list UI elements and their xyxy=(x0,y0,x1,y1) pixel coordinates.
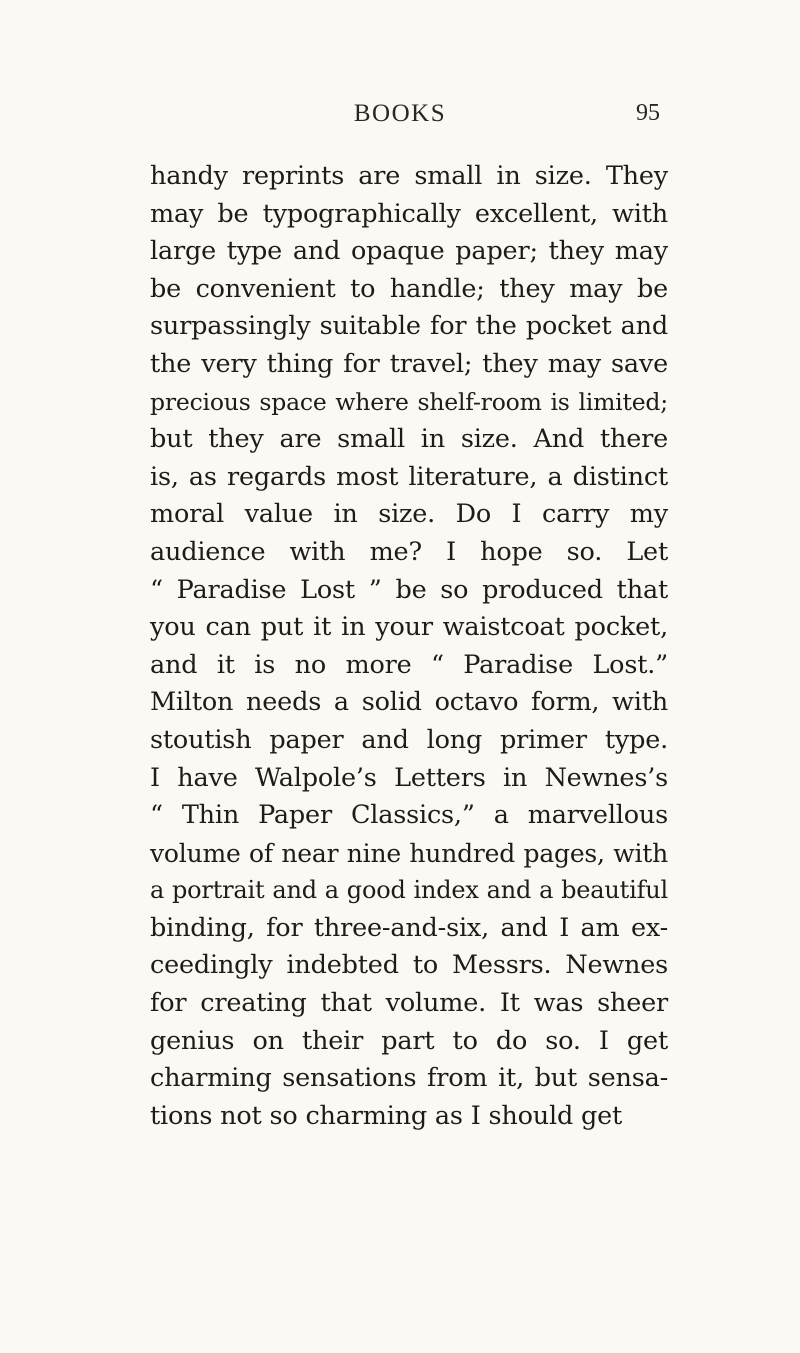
text-line: may be typographically excellent, with xyxy=(150,198,668,229)
text-line: large type and opaque paper; they may xyxy=(150,236,668,267)
text-line: you can put it in your waistcoat pocket, xyxy=(150,612,668,643)
running-title: BOOKS xyxy=(353,100,447,127)
text-line: but they are small in size. And there xyxy=(150,424,668,455)
text-line: is, as regards most literature, a distinct xyxy=(150,461,668,492)
running-head xyxy=(0,100,800,140)
text-line: surpassingly suitable for the pocket and xyxy=(150,311,668,342)
text-line: binding, for three-and-six, and I am ex- xyxy=(150,912,668,943)
text-line: ceedingly indebted to Messrs. Newnes xyxy=(150,950,668,981)
text-line: Milton needs a solid octavo form, with xyxy=(150,687,668,718)
text-line: volume of near nine hundred pages, with xyxy=(150,838,668,868)
text-line: stoutish paper and long primer type. xyxy=(150,724,668,755)
text-line: for creating that volume. It was sheer xyxy=(150,988,668,1019)
text-line: precious space where shelf-room is limited; xyxy=(150,387,668,416)
body-text xyxy=(150,158,668,1135)
text-line: be convenient to handle; they may be xyxy=(150,273,668,304)
text-line: handy reprints are small in size. They xyxy=(150,161,668,191)
text-line: charming sensations from it, but sensa- xyxy=(150,1063,668,1094)
text-line: tions not so charming as I should get xyxy=(150,1100,623,1131)
text-line: “ Paradise Lost ” be so produced that xyxy=(150,574,668,605)
text-line: audience with me? I hope so. Let xyxy=(150,536,668,567)
text-line: genius on their part to do so. I get xyxy=(150,1025,668,1056)
text-line: the very thing for travel; they may save xyxy=(150,348,668,379)
text-line: moral value in size. Do I carry my xyxy=(150,499,668,530)
text-line: and it is no more “ Paradise Lost.” xyxy=(150,649,668,680)
page-number: 95 xyxy=(636,100,660,126)
text-line: “ Thin Paper Classics,” a marvellous xyxy=(150,800,668,831)
text-line: a portrait and a good index and a beautiful xyxy=(150,876,668,905)
text-line: I have Walpole’s Letters in Newnes’s xyxy=(150,762,668,793)
